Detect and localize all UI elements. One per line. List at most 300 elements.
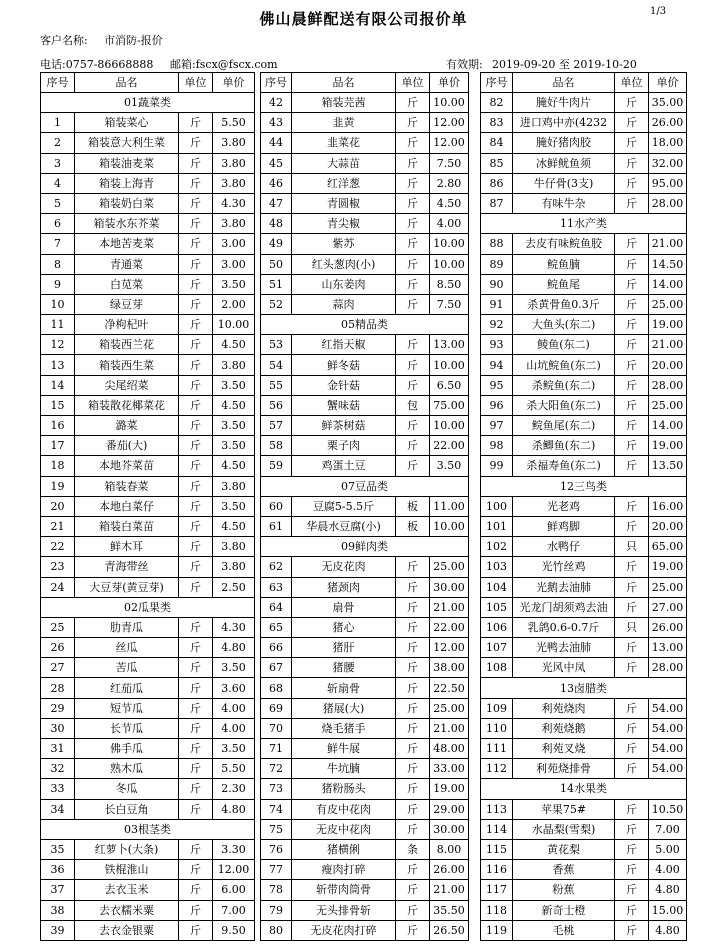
item-price: 4.80 xyxy=(213,799,255,819)
header-index: 序号 xyxy=(261,73,292,93)
table-row xyxy=(481,436,687,456)
item-unit: 斤 xyxy=(396,739,430,759)
table-header-row xyxy=(261,73,469,93)
item-number: 31 xyxy=(41,739,75,759)
table-row xyxy=(481,739,687,759)
item-price: 3.80 xyxy=(213,355,255,375)
table-row xyxy=(41,779,255,799)
item-name: 利苑烧鹅 xyxy=(513,718,615,738)
item-unit: 斤 xyxy=(396,880,430,900)
item-name: 光鸭去油肺 xyxy=(513,638,615,658)
category-title: 03根茎类 xyxy=(41,819,255,839)
item-name: 冬瓜 xyxy=(75,779,179,799)
item-unit: 斤 xyxy=(615,294,649,314)
item-name: 猪粉肠头 xyxy=(292,779,396,799)
item-price: 2.50 xyxy=(213,577,255,597)
item-price: 3.80 xyxy=(213,153,255,173)
item-number: 55 xyxy=(261,375,292,395)
item-unit: 斤 xyxy=(615,900,649,920)
table-row xyxy=(481,274,687,294)
item-unit: 斤 xyxy=(179,153,213,173)
item-price: 22.50 xyxy=(430,678,469,698)
item-number: 17 xyxy=(41,436,75,456)
table-row xyxy=(261,234,469,254)
item-unit: 包 xyxy=(396,395,430,415)
item-number: 2 xyxy=(41,133,75,153)
category-title: 05精品类 xyxy=(261,315,469,335)
item-price: 11.00 xyxy=(430,496,469,516)
item-number: 24 xyxy=(41,577,75,597)
item-unit: 斤 xyxy=(615,759,649,779)
item-name: 山坑鲩鱼(东二) xyxy=(513,355,615,375)
item-number: 47 xyxy=(261,193,292,213)
item-price: 35.50 xyxy=(430,900,469,920)
table-row xyxy=(41,234,255,254)
item-unit: 斤 xyxy=(179,496,213,516)
price-table xyxy=(480,72,687,941)
table-row xyxy=(41,335,255,355)
item-price: 2.00 xyxy=(213,294,255,314)
item-number: 119 xyxy=(481,920,513,940)
table-row xyxy=(481,315,687,335)
item-unit: 斤 xyxy=(615,315,649,335)
item-name: 利苑烧排骨 xyxy=(513,759,615,779)
item-unit: 斤 xyxy=(396,254,430,274)
item-price: 7.50 xyxy=(430,153,469,173)
table-row xyxy=(41,416,255,436)
item-price: 3.00 xyxy=(213,254,255,274)
item-unit: 斤 xyxy=(396,638,430,658)
table-row xyxy=(261,153,469,173)
item-name: 青通菜 xyxy=(75,254,179,274)
item-price: 21.00 xyxy=(430,597,469,617)
table-row xyxy=(261,456,469,476)
item-name: 鲜茶树菇 xyxy=(292,416,396,436)
item-number: 16 xyxy=(41,416,75,436)
item-unit: 斤 xyxy=(179,920,213,940)
header-name: 品名 xyxy=(513,73,615,93)
item-name: 绿豆芽 xyxy=(75,294,179,314)
category-row xyxy=(41,93,255,113)
item-name: 无皮花肉 xyxy=(292,557,396,577)
item-unit: 斤 xyxy=(179,234,213,254)
table-row xyxy=(261,133,469,153)
price-table xyxy=(40,72,255,941)
table-row xyxy=(41,880,255,900)
item-unit: 斤 xyxy=(179,617,213,637)
item-name: 箱装奶白菜 xyxy=(75,193,179,213)
table-row xyxy=(481,557,687,577)
table-row xyxy=(41,315,255,335)
table-row xyxy=(261,638,469,658)
table-row xyxy=(261,516,469,536)
table-row xyxy=(481,799,687,819)
table-row xyxy=(261,819,469,839)
item-price: 10.00 xyxy=(430,93,469,113)
item-unit: 斤 xyxy=(615,234,649,254)
item-price: 54.00 xyxy=(649,718,687,738)
item-number: 50 xyxy=(261,254,292,274)
item-unit: 斤 xyxy=(615,113,649,133)
item-unit: 斤 xyxy=(179,395,213,415)
item-number: 46 xyxy=(261,173,292,193)
item-number: 39 xyxy=(41,920,75,940)
item-number: 106 xyxy=(481,617,513,637)
item-price: 48.00 xyxy=(430,739,469,759)
item-unit: 斤 xyxy=(615,920,649,940)
item-name: 猪颈肉 xyxy=(292,577,396,597)
item-unit: 斤 xyxy=(396,436,430,456)
category-row xyxy=(481,779,687,799)
table-row xyxy=(261,799,469,819)
item-number: 66 xyxy=(261,638,292,658)
document-title: 佛山晨鲜配送有限公司报价单 xyxy=(259,10,468,28)
price-column-3 xyxy=(480,72,687,945)
table-row xyxy=(481,93,687,113)
item-number: 104 xyxy=(481,577,513,597)
item-number: 75 xyxy=(261,819,292,839)
item-name: 箱装西生菜 xyxy=(75,355,179,375)
item-price: 30.00 xyxy=(430,577,469,597)
table-row xyxy=(261,274,469,294)
header-index: 序号 xyxy=(41,73,75,93)
item-number: 38 xyxy=(41,900,75,920)
item-unit: 斤 xyxy=(179,173,213,193)
item-price: 19.00 xyxy=(649,436,687,456)
item-price: 35.00 xyxy=(649,93,687,113)
item-price: 3.50 xyxy=(213,416,255,436)
item-unit: 斤 xyxy=(396,416,430,436)
item-unit: 斤 xyxy=(179,698,213,718)
item-name: 长节瓜 xyxy=(75,718,179,738)
item-unit: 斤 xyxy=(179,133,213,153)
item-unit: 斤 xyxy=(396,799,430,819)
item-name: 进口鸡中亦(4232 xyxy=(513,113,615,133)
item-number: 3 xyxy=(41,153,75,173)
table-row xyxy=(481,456,687,476)
table-row xyxy=(41,516,255,536)
table-row xyxy=(261,375,469,395)
item-name: 金针菇 xyxy=(292,375,396,395)
table-row xyxy=(41,214,255,234)
item-unit: 斤 xyxy=(615,718,649,738)
item-name: 腌好牛肉片 xyxy=(513,93,615,113)
item-number: 48 xyxy=(261,214,292,234)
item-price: 3.00 xyxy=(213,234,255,254)
category-row xyxy=(261,476,469,496)
item-unit: 斤 xyxy=(396,658,430,678)
item-unit: 斤 xyxy=(179,436,213,456)
item-price: 12.00 xyxy=(430,133,469,153)
item-number: 43 xyxy=(261,113,292,133)
item-name: 杀鲩鱼(东二) xyxy=(513,375,615,395)
item-number: 88 xyxy=(481,234,513,254)
item-number: 74 xyxy=(261,799,292,819)
item-unit: 斤 xyxy=(179,456,213,476)
table-row xyxy=(41,617,255,637)
category-row xyxy=(481,476,687,496)
table-row xyxy=(261,577,469,597)
item-unit: 斤 xyxy=(396,577,430,597)
item-unit: 斤 xyxy=(615,274,649,294)
item-unit: 斤 xyxy=(615,638,649,658)
item-unit: 斤 xyxy=(179,799,213,819)
item-name: 佛手瓜 xyxy=(75,739,179,759)
item-price: 3.50 xyxy=(213,375,255,395)
item-unit: 斤 xyxy=(396,860,430,880)
table-row xyxy=(261,436,469,456)
item-unit: 斤 xyxy=(615,698,649,718)
item-price: 9.50 xyxy=(213,920,255,940)
item-name: 箱装油麦菜 xyxy=(75,153,179,173)
item-number: 112 xyxy=(481,759,513,779)
item-name: 山东姜肉 xyxy=(292,274,396,294)
category-title: 13卤腊类 xyxy=(481,678,687,698)
item-name: 无皮中花肉 xyxy=(292,819,396,839)
phone-text: 电话:0757-86668888 xyxy=(40,58,154,71)
item-unit: 斤 xyxy=(396,153,430,173)
item-name: 扇骨 xyxy=(292,597,396,617)
item-price: 4.00 xyxy=(430,214,469,234)
item-number: 5 xyxy=(41,193,75,213)
table-row xyxy=(481,113,687,133)
item-unit: 斤 xyxy=(179,214,213,234)
table-row xyxy=(261,395,469,415)
item-number: 4 xyxy=(41,173,75,193)
item-name: 光风中凤 xyxy=(513,658,615,678)
item-price: 3.80 xyxy=(213,537,255,557)
item-name: 烧毛猪手 xyxy=(292,718,396,738)
item-number: 44 xyxy=(261,133,292,153)
item-number: 33 xyxy=(41,779,75,799)
item-name: 有味牛杂 xyxy=(513,193,615,213)
item-unit: 斤 xyxy=(615,819,649,839)
item-name: 斩扇骨 xyxy=(292,678,396,698)
item-number: 105 xyxy=(481,597,513,617)
table-row xyxy=(481,900,687,920)
item-unit: 斤 xyxy=(396,456,430,476)
item-price: 38.00 xyxy=(430,658,469,678)
table-row xyxy=(41,739,255,759)
item-name: 栗子肉 xyxy=(292,436,396,456)
item-number: 60 xyxy=(261,496,292,516)
item-number: 9 xyxy=(41,274,75,294)
item-price: 19.00 xyxy=(649,557,687,577)
table-row xyxy=(481,173,687,193)
table-row xyxy=(41,698,255,718)
table-row xyxy=(261,718,469,738)
item-name: 鲩鱼尾(东二) xyxy=(513,416,615,436)
header-unit: 单位 xyxy=(396,73,430,93)
table-row xyxy=(41,456,255,476)
item-price: 26.50 xyxy=(430,920,469,940)
table-row xyxy=(481,819,687,839)
category-row xyxy=(261,315,469,335)
table-row xyxy=(261,254,469,274)
table-row xyxy=(261,214,469,234)
item-unit: 斤 xyxy=(179,779,213,799)
item-unit: 只 xyxy=(615,617,649,637)
item-name: 鲮鱼(东二) xyxy=(513,335,615,355)
item-unit: 斤 xyxy=(615,860,649,880)
item-price: 32.00 xyxy=(649,153,687,173)
item-number: 54 xyxy=(261,355,292,375)
item-name: 鲩鱼腩 xyxy=(513,254,615,274)
item-unit: 斤 xyxy=(396,355,430,375)
table-row xyxy=(481,395,687,415)
item-unit: 斤 xyxy=(179,476,213,496)
item-unit: 斤 xyxy=(179,254,213,274)
header-unit: 单位 xyxy=(179,73,213,93)
item-price: 6.50 xyxy=(430,375,469,395)
item-number: 14 xyxy=(41,375,75,395)
item-unit: 斤 xyxy=(179,537,213,557)
item-number: 28 xyxy=(41,678,75,698)
category-title: 09鲜肉类 xyxy=(261,537,469,557)
item-number: 93 xyxy=(481,335,513,355)
table-row xyxy=(41,860,255,880)
item-name: 箱装西兰花 xyxy=(75,335,179,355)
table-row xyxy=(41,839,255,859)
table-row xyxy=(261,678,469,698)
item-number: 73 xyxy=(261,779,292,799)
item-number: 58 xyxy=(261,436,292,456)
item-name: 黄花梨 xyxy=(513,839,615,859)
category-title: 14水果类 xyxy=(481,779,687,799)
table-row xyxy=(261,860,469,880)
item-number: 79 xyxy=(261,900,292,920)
table-row xyxy=(481,375,687,395)
item-name: 斩带肉筒骨 xyxy=(292,880,396,900)
item-price: 12.00 xyxy=(430,113,469,133)
item-unit: 斤 xyxy=(615,193,649,213)
item-unit: 斤 xyxy=(396,900,430,920)
item-unit: 斤 xyxy=(179,880,213,900)
item-name: 铁棍淮山 xyxy=(75,860,179,880)
item-price: 5.50 xyxy=(213,759,255,779)
item-name: 新奇士橙 xyxy=(513,900,615,920)
item-number: 30 xyxy=(41,718,75,738)
customer-label: 客户名称: xyxy=(40,34,88,47)
item-name: 杀福寿鱼(东二) xyxy=(513,456,615,476)
item-name: 韭菜花 xyxy=(292,133,396,153)
item-unit: 斤 xyxy=(615,880,649,900)
table-row xyxy=(41,254,255,274)
item-price: 3.60 xyxy=(213,678,255,698)
item-unit: 斤 xyxy=(615,557,649,577)
table-row xyxy=(481,516,687,536)
item-price: 22.00 xyxy=(430,436,469,456)
table-row xyxy=(261,900,469,920)
item-number: 18 xyxy=(41,456,75,476)
item-number: 45 xyxy=(261,153,292,173)
item-unit: 斤 xyxy=(615,839,649,859)
item-unit: 斤 xyxy=(179,113,213,133)
item-number: 10 xyxy=(41,294,75,314)
item-number: 21 xyxy=(41,516,75,536)
item-price: 3.50 xyxy=(213,496,255,516)
item-unit: 只 xyxy=(615,537,649,557)
item-unit: 斤 xyxy=(179,658,213,678)
item-number: 83 xyxy=(481,113,513,133)
item-unit: 斤 xyxy=(615,739,649,759)
item-unit: 板 xyxy=(396,496,430,516)
table-row xyxy=(481,617,687,637)
item-unit: 斤 xyxy=(396,759,430,779)
item-name: 蟹味菇 xyxy=(292,395,396,415)
item-number: 109 xyxy=(481,698,513,718)
item-price: 3.80 xyxy=(213,133,255,153)
item-price: 21.00 xyxy=(649,234,687,254)
item-name: 红指天椒 xyxy=(292,335,396,355)
item-unit: 斤 xyxy=(396,718,430,738)
item-unit: 斤 xyxy=(615,93,649,113)
item-name: 丝瓜 xyxy=(75,638,179,658)
item-number: 12 xyxy=(41,335,75,355)
item-number: 101 xyxy=(481,516,513,536)
item-unit: 斤 xyxy=(179,315,213,335)
item-name: 蒜肉 xyxy=(292,294,396,314)
category-row xyxy=(41,597,255,617)
item-price: 10.00 xyxy=(430,416,469,436)
item-price: 28.00 xyxy=(649,375,687,395)
item-price: 75.00 xyxy=(430,395,469,415)
item-unit: 斤 xyxy=(179,739,213,759)
item-name: 本地芥菜苗 xyxy=(75,456,179,476)
table-row xyxy=(41,658,255,678)
item-price: 10.00 xyxy=(430,516,469,536)
item-price: 25.00 xyxy=(649,577,687,597)
item-price: 3.80 xyxy=(213,173,255,193)
item-name: 无头排骨斩 xyxy=(292,900,396,920)
item-number: 97 xyxy=(481,416,513,436)
table-row xyxy=(41,638,255,658)
item-number: 59 xyxy=(261,456,292,476)
item-price: 13.00 xyxy=(649,638,687,658)
item-price: 3.50 xyxy=(213,658,255,678)
item-number: 84 xyxy=(481,133,513,153)
table-row xyxy=(261,335,469,355)
item-price: 25.00 xyxy=(649,395,687,415)
table-row xyxy=(261,739,469,759)
item-price: 21.00 xyxy=(430,718,469,738)
item-price: 5.50 xyxy=(213,113,255,133)
item-number: 1 xyxy=(41,113,75,133)
item-name: 杀黄骨鱼0.3斤 xyxy=(513,294,615,314)
item-price: 3.30 xyxy=(213,839,255,859)
price-column-2 xyxy=(260,72,469,945)
validity-label: 有效期: xyxy=(446,58,483,71)
item-name: 牛坑腩 xyxy=(292,759,396,779)
item-name: 瘦肉打碎 xyxy=(292,860,396,880)
item-name: 红茄瓜 xyxy=(75,678,179,698)
item-price: 10.00 xyxy=(213,315,255,335)
item-number: 63 xyxy=(261,577,292,597)
item-unit: 斤 xyxy=(179,900,213,920)
table-row xyxy=(261,496,469,516)
table-row xyxy=(481,153,687,173)
table-row xyxy=(41,274,255,294)
item-number: 70 xyxy=(261,718,292,738)
item-price: 15.00 xyxy=(649,900,687,920)
item-unit: 斤 xyxy=(615,173,649,193)
item-number: 103 xyxy=(481,557,513,577)
item-number: 82 xyxy=(481,93,513,113)
item-price: 65.00 xyxy=(649,537,687,557)
table-row xyxy=(41,678,255,698)
table-row xyxy=(481,133,687,153)
item-price: 3.50 xyxy=(430,456,469,476)
